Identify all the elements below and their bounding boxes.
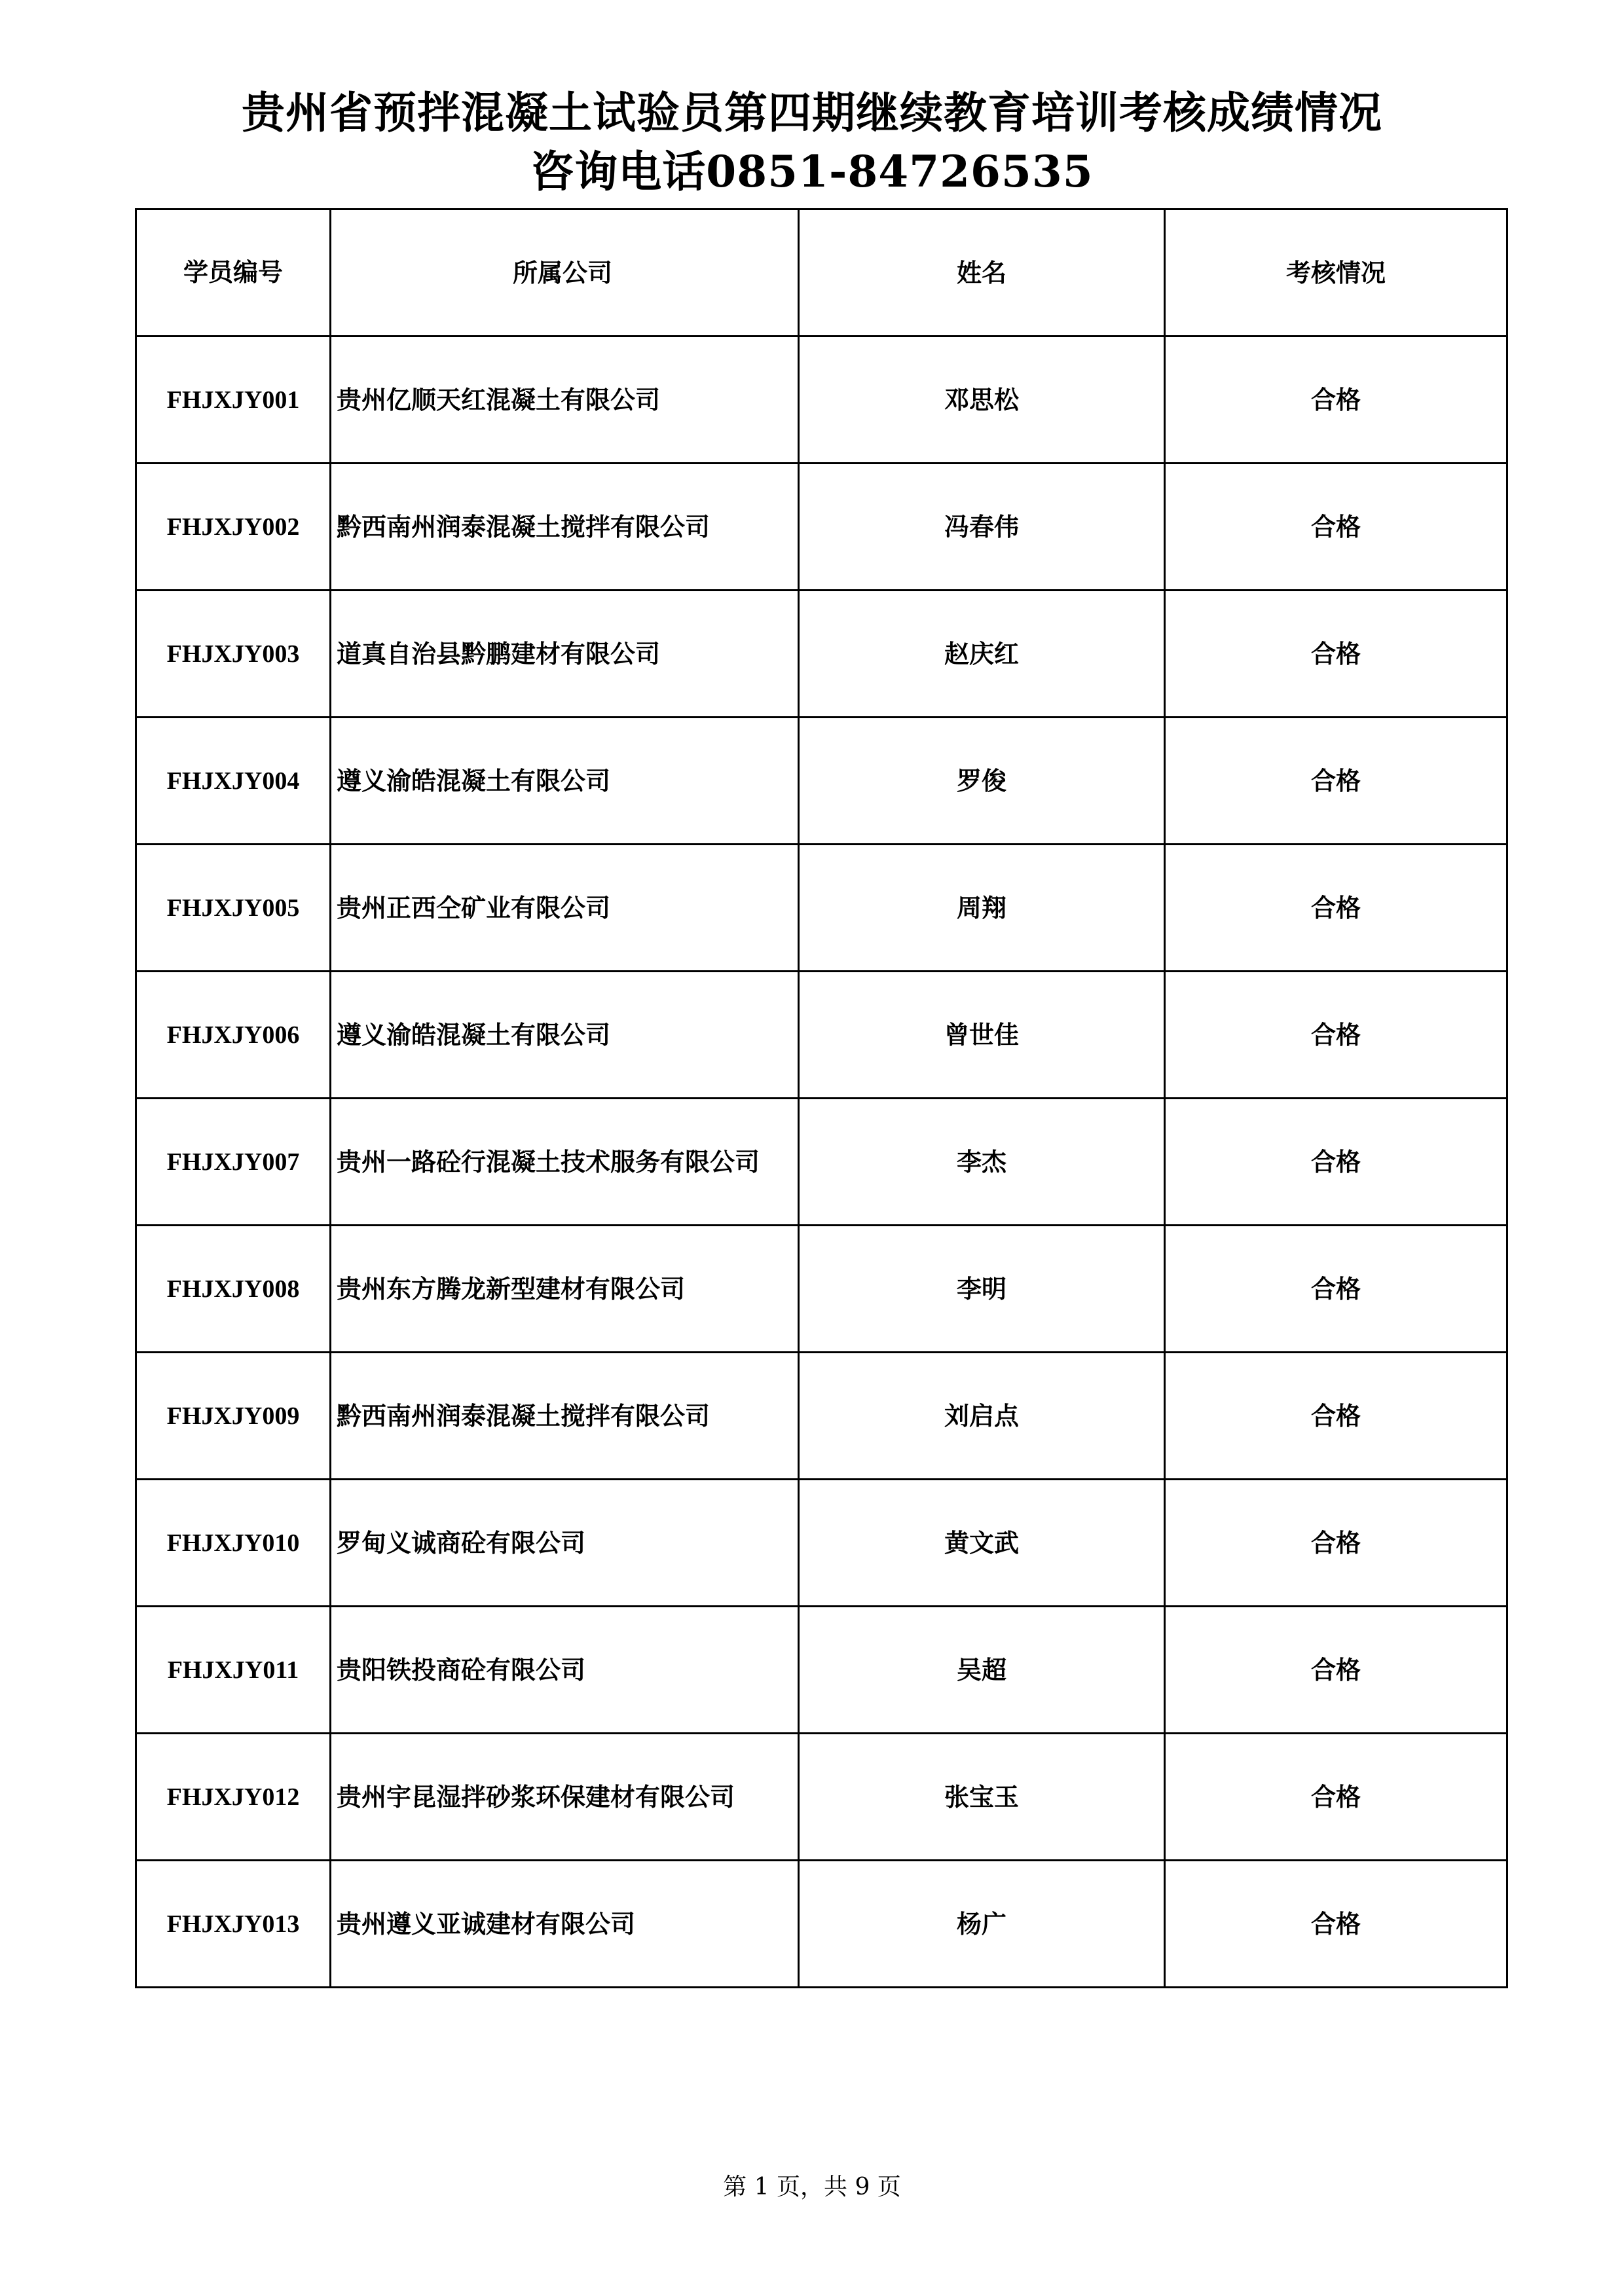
student-id-cell: FHJXJY001 (136, 337, 331, 464)
company-cell: 贵阳铁投商砼有限公司 (331, 1607, 799, 1734)
student-id-cell: FHJXJY006 (136, 972, 331, 1099)
name-cell: 李明 (799, 1226, 1165, 1353)
company-cell: 贵州遵义亚诚建材有限公司 (331, 1861, 799, 1988)
table-row (136, 1734, 1507, 1861)
table-row (136, 1353, 1507, 1480)
student-id-cell: FHJXJY010 (136, 1480, 331, 1607)
company-cell: 贵州一路砼行混凝土技术服务有限公司 (331, 1099, 799, 1226)
student-id-cell: FHJXJY005 (136, 845, 331, 972)
score-table (135, 208, 1508, 1988)
page-number: 第 1 页，共 9 页 (723, 2174, 901, 2200)
document-title: 贵州省预拌混凝土试验员第四期继续教育培训考核成绩情况 (242, 87, 1382, 138)
name-cell: 吴超 (799, 1607, 1165, 1734)
header-company: 所属公司 (331, 210, 799, 337)
header-name: 姓名 (799, 210, 1165, 337)
table-row (136, 1480, 1507, 1607)
contact-phone: 咨询电话0851-84726535 (530, 146, 1094, 197)
student-id-cell: FHJXJY008 (136, 1226, 331, 1353)
company-cell: 贵州东方腾龙新型建材有限公司 (331, 1226, 799, 1353)
result-cell: 合格 (1165, 1353, 1507, 1480)
result-cell: 合格 (1165, 337, 1507, 464)
company-cell: 黔西南州润泰混凝土搅拌有限公司 (331, 464, 799, 591)
company-cell: 遵义渝皓混凝土有限公司 (331, 718, 799, 845)
table-row (136, 718, 1507, 845)
result-cell: 合格 (1165, 1226, 1507, 1353)
header-result: 考核情况 (1165, 210, 1507, 337)
name-cell: 周翔 (799, 845, 1165, 972)
header-student-id: 学员编号 (136, 210, 331, 337)
name-cell: 冯春伟 (799, 464, 1165, 591)
company-cell: 贵州亿顺天红混凝土有限公司 (331, 337, 799, 464)
company-cell: 贵州宇昆湿拌砂浆环保建材有限公司 (331, 1734, 799, 1861)
company-cell: 道真自治县黔鹏建材有限公司 (331, 591, 799, 718)
name-cell: 李杰 (799, 1099, 1165, 1226)
table-row (136, 1607, 1507, 1734)
table-row (136, 1861, 1507, 1988)
table-row (136, 845, 1507, 972)
name-cell: 黄文武 (799, 1480, 1165, 1607)
result-cell: 合格 (1165, 591, 1507, 718)
name-cell: 刘启点 (799, 1353, 1165, 1480)
student-id-cell: FHJXJY013 (136, 1861, 331, 1988)
result-cell: 合格 (1165, 1480, 1507, 1607)
student-id-cell: FHJXJY002 (136, 464, 331, 591)
result-cell: 合格 (1165, 1607, 1507, 1734)
table-row (136, 337, 1507, 464)
table-row (136, 464, 1507, 591)
company-cell: 贵州正西仝矿业有限公司 (331, 845, 799, 972)
table-header-row (136, 210, 1507, 337)
name-cell: 赵庆红 (799, 591, 1165, 718)
name-cell: 张宝玉 (799, 1734, 1165, 1861)
student-id-cell: FHJXJY009 (136, 1353, 331, 1480)
student-id-cell: FHJXJY003 (136, 591, 331, 718)
result-cell: 合格 (1165, 1861, 1507, 1988)
student-id-cell: FHJXJY012 (136, 1734, 331, 1861)
company-cell: 遵义渝皓混凝土有限公司 (331, 972, 799, 1099)
result-cell: 合格 (1165, 1099, 1507, 1226)
result-cell: 合格 (1165, 464, 1507, 591)
student-id-cell: FHJXJY007 (136, 1099, 331, 1226)
table-row (136, 1099, 1507, 1226)
table-row (136, 591, 1507, 718)
result-cell: 合格 (1165, 972, 1507, 1099)
name-cell: 曾世佳 (799, 972, 1165, 1099)
name-cell: 邓思松 (799, 337, 1165, 464)
score-table-body (136, 210, 1507, 1988)
name-cell: 罗俊 (799, 718, 1165, 845)
name-cell: 杨广 (799, 1861, 1165, 1988)
company-cell: 黔西南州润泰混凝土搅拌有限公司 (331, 1353, 799, 1480)
company-cell: 罗甸义诚商砼有限公司 (331, 1480, 799, 1607)
table-row (136, 1226, 1507, 1353)
student-id-cell: FHJXJY004 (136, 718, 331, 845)
result-cell: 合格 (1165, 718, 1507, 845)
result-cell: 合格 (1165, 845, 1507, 972)
student-id-cell: FHJXJY011 (136, 1607, 331, 1734)
table-row (136, 972, 1507, 1099)
result-cell: 合格 (1165, 1734, 1507, 1861)
